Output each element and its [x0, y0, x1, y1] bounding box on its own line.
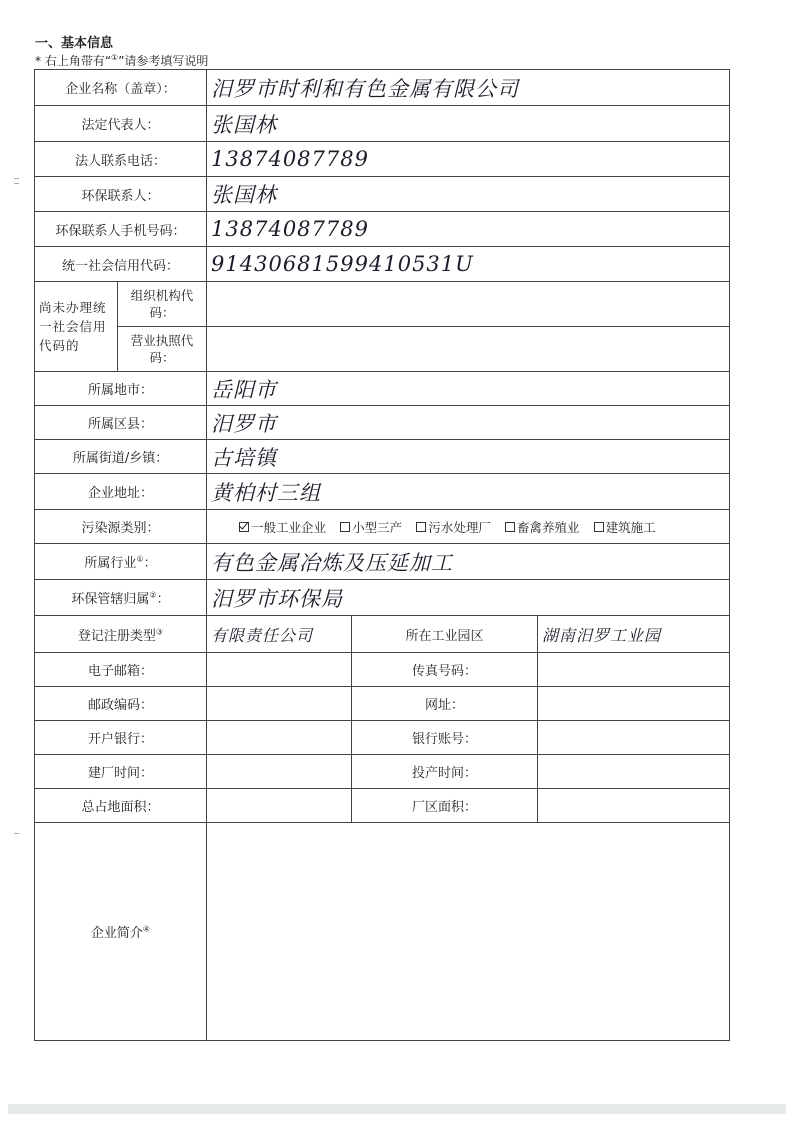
row-county: [35, 406, 730, 440]
basic-info-form: [34, 69, 730, 1041]
row-company-name: [35, 70, 730, 106]
intro-field[interactable]: [207, 823, 730, 1041]
checkbox-icon[interactable]: [340, 522, 350, 532]
scan-mark: [14, 833, 19, 834]
email-field[interactable]: [207, 653, 352, 687]
postcode-label: 邮政编码：: [35, 687, 207, 721]
founded-label: 建厂时间：: [35, 755, 207, 789]
row-postcode-website: [35, 687, 730, 721]
row-env-contact: [35, 177, 730, 212]
company-name-field[interactable]: [207, 70, 730, 106]
company-name-value: 汨罗市时利和有色金属有限公司: [211, 76, 520, 101]
reg-type-label: 登记注册类型③: [35, 616, 207, 653]
production-start-field[interactable]: [538, 755, 730, 789]
env-contact-field[interactable]: [207, 177, 730, 212]
checkbox-icon[interactable]: [505, 522, 515, 532]
row-intro: [35, 823, 730, 1041]
fax-label: 传真号码：: [352, 653, 538, 687]
reg-type-field[interactable]: [207, 616, 352, 653]
street-value: 古培镇: [211, 445, 278, 470]
city-value: 岳阳市: [211, 377, 278, 402]
total-area-field[interactable]: [207, 789, 352, 823]
instruction-note: * 右上角带有“①”请参考填写说明: [35, 53, 209, 68]
row-address: [35, 474, 730, 510]
pollution-type-label: 污染源类别：: [35, 510, 207, 544]
env-phone-label: 环保联系人手机号码：: [35, 212, 207, 247]
plant-area-field[interactable]: [538, 789, 730, 823]
bank-field[interactable]: [207, 721, 352, 755]
row-env-authority: [35, 580, 730, 616]
intro-label: 企业简介④: [35, 823, 207, 1041]
checkbox-icon[interactable]: [594, 522, 604, 532]
org-code-label: 组织机构代码：: [118, 282, 207, 327]
legal-phone-field[interactable]: [207, 142, 730, 177]
legal-rep-value: 张国林: [211, 112, 278, 137]
row-legal-rep: [35, 106, 730, 142]
website-label: 网址：: [352, 687, 538, 721]
street-label: 所属街道/乡镇：: [35, 440, 207, 474]
pollution-type-options: [207, 510, 730, 544]
county-value: 汨罗市: [211, 411, 278, 436]
pollution-option[interactable]: 小型三产: [340, 520, 402, 535]
business-license-label: 营业执照代码：: [118, 327, 207, 372]
credit-code-label: 统一社会信用代码：: [35, 247, 207, 282]
pollution-option[interactable]: 畜禽养殖业: [505, 520, 580, 535]
row-street: [35, 440, 730, 474]
row-founded-production: [35, 755, 730, 789]
county-label: 所属区县：: [35, 406, 207, 440]
industry-field[interactable]: [207, 544, 730, 580]
scan-bottom-strip: [8, 1104, 786, 1114]
env-contact-value: 张国林: [211, 183, 278, 207]
address-label: 企业地址：: [35, 474, 207, 510]
row-email-fax: [35, 653, 730, 687]
industrial-park-field[interactable]: [538, 616, 730, 653]
address-value: 黄柏村三组: [211, 480, 322, 505]
row-industry: [35, 544, 730, 580]
city-label: 所属地市：: [35, 372, 207, 406]
credit-code-field[interactable]: [207, 247, 730, 282]
founded-field[interactable]: [207, 755, 352, 789]
env-authority-field[interactable]: [207, 580, 730, 616]
account-label: 银行账号：: [352, 721, 538, 755]
fax-field[interactable]: [538, 653, 730, 687]
section-heading: 一、基本信息: [35, 36, 114, 51]
row-reg-type: [35, 616, 730, 653]
scan-mark: [14, 183, 19, 184]
no-credit-code-label: 尚未办理统一社会信用代码的: [35, 282, 118, 372]
row-pollution-type: [35, 510, 730, 544]
row-bank-account: [35, 721, 730, 755]
industry-label: 所属行业①：: [35, 544, 207, 580]
bank-label: 开户银行：: [35, 721, 207, 755]
address-field[interactable]: [207, 474, 730, 510]
county-field[interactable]: [207, 406, 730, 440]
plant-area-label: 厂区面积：: [352, 789, 538, 823]
reg-type-value: 有限责任公司: [211, 625, 314, 645]
pollution-option[interactable]: 一般工业企业: [239, 520, 326, 535]
business-license-field[interactable]: [207, 327, 730, 372]
row-env-phone: [35, 212, 730, 247]
checked-checkbox-icon[interactable]: [239, 522, 249, 532]
row-credit-code: [35, 247, 730, 282]
env-contact-label: 环保联系人：: [35, 177, 207, 212]
row-org-code: [35, 282, 730, 327]
env-authority-value: 汨罗市环保局: [211, 586, 344, 611]
legal-phone-value: 13874087789: [211, 147, 369, 171]
city-field[interactable]: [207, 372, 730, 406]
industrial-park-label: 所在工业园区: [352, 616, 538, 653]
env-phone-value: 13874087789: [211, 217, 369, 241]
production-start-label: 投产时间：: [352, 755, 538, 789]
total-area-label: 总占地面积：: [35, 789, 207, 823]
industry-value: 有色金属冶炼及压延加工: [211, 550, 454, 575]
env-authority-label: 环保管辖归属②：: [35, 580, 207, 616]
postcode-field[interactable]: [207, 687, 352, 721]
account-field[interactable]: [538, 721, 730, 755]
row-legal-phone: [35, 142, 730, 177]
row-city: [35, 372, 730, 406]
env-phone-field[interactable]: [207, 212, 730, 247]
website-field[interactable]: [538, 687, 730, 721]
checkbox-icon[interactable]: [416, 522, 426, 532]
scan-mark: [14, 178, 19, 179]
org-code-field[interactable]: [207, 282, 730, 327]
email-label: 电子邮箱：: [35, 653, 207, 687]
row-area: [35, 789, 730, 823]
street-field[interactable]: [207, 440, 730, 474]
legal-phone-label: 法人联系电话：: [35, 142, 207, 177]
legal-rep-field[interactable]: [207, 106, 730, 142]
pollution-option[interactable]: 污水处理厂: [416, 520, 491, 535]
legal-rep-label: 法定代表人：: [35, 106, 207, 142]
row-business-license: [35, 327, 730, 372]
pollution-option[interactable]: 建筑施工: [594, 520, 656, 535]
industrial-park-value: 湖南汨罗工业园: [542, 625, 662, 645]
credit-code-value: 91430681599410531U: [211, 252, 474, 276]
company-name-label: 企业名称（盖章）：: [35, 70, 207, 106]
